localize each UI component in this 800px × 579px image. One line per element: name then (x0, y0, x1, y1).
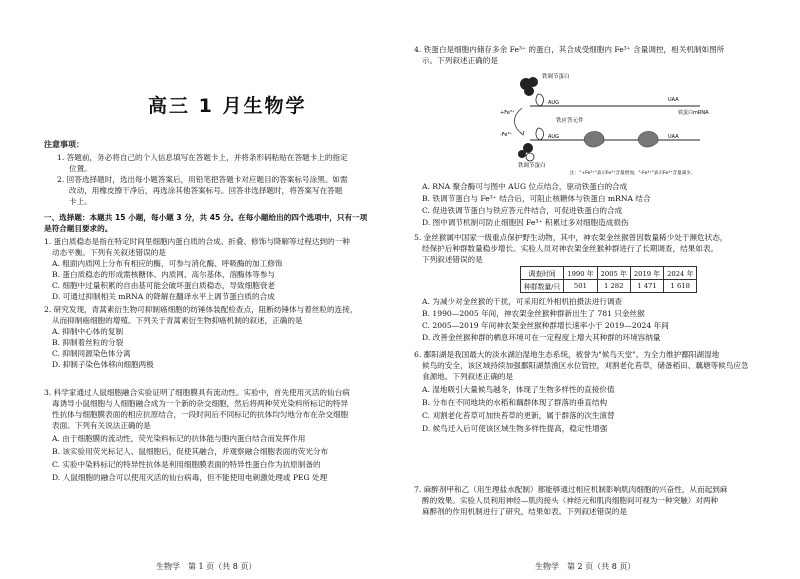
table-cell: 2019 年 (630, 267, 663, 280)
population-table (520, 266, 697, 293)
question-stem: 性抗体与细胞膜表面的相应抗原结合，一段时间后不同标记的抗体均匀地分布在杂交细胞 (52, 410, 349, 419)
option-b[interactable]: B. 铁调节蛋白与 Fe³⁺ 结合后，可阻止核糖体与铁蛋白 mRNA 结合 (422, 194, 651, 203)
table-cell: 种群数量/只 (521, 280, 564, 293)
question-stem: 表面。下列有关说法正确的是 (52, 421, 151, 430)
notice-line: 位置。 (69, 164, 92, 173)
label-fe-plus: +Fe³⁺ (500, 110, 515, 116)
table-cell: 2005 年 (597, 267, 630, 280)
question-stem: 示。下列叙述正确的是 (422, 56, 498, 65)
diagram-legend: 注："+Fe³⁺"表示Fe³⁺含量增加，"-Fe³⁺"表示Fe³⁺含量减少。 (570, 171, 696, 176)
question-7 (414, 484, 786, 517)
question-5-options (414, 295, 786, 343)
option-a[interactable]: A. 为减少对金丝猴的干扰，可采用红外相机拍摄法进行调查 (422, 297, 623, 306)
notice-line: 改动，用橡皮擦干净后，再选涂其他答案标号。回答非选择题时，将答案写在答题 (69, 186, 343, 195)
option-d[interactable]: D. 人鼠细胞的融合可以使用灭活的仙台病毒，但不能使用电刺激处理或 PEG 处理 (52, 473, 328, 482)
ribosome-2 (638, 131, 658, 147)
question-stem: 1. 蛋白质稳态是指在特定时间里细胞内蛋白质的合成、折叠、修饰与降解等过程达到的一种 (44, 237, 350, 246)
option-a[interactable]: A. 湿地吸引大量候鸟越冬，体现了生物多样性的直接价值 (422, 385, 615, 394)
label-mrna: 铁蛋白mRNA (678, 110, 709, 116)
question-stem: 4. 铁蛋白是细胞内储存多余 Fe³⁺ 的蛋白，其合成受细胞内 Fe³⁺ 含量调控，相关机制如图所 (414, 45, 725, 54)
option-d[interactable]: D. 候鸟迁入后可使该区域生物多样性提高，稳定性增强 (422, 424, 608, 433)
question-stem: 7. 麻醉剂甲和乙（用生理盐水配制）都能够通过相应机制影响肌肉细胞的兴奋性，从而起到麻 (414, 485, 728, 494)
option-c[interactable]: C. 抑制同源染色体分离 (52, 349, 131, 358)
arrow-cycle (515, 108, 523, 134)
option-b[interactable]: B. 该实验用荧光标记人、鼠细胞后，促使其融合，并观察融合细胞表面的荧光分布 (52, 447, 329, 456)
question-stem: 食源地。下列叙述正确的是 (422, 372, 514, 381)
question-2 (44, 304, 389, 370)
question-stem: 毒诱导小鼠细胞与人细胞融合成为一个新的杂交细胞，然后将两种荧光染料所标记的特异 (52, 399, 349, 408)
question-stem: 动态平衡。下列有关叙述错误的是 (52, 248, 166, 257)
option-d[interactable]: D. 改善金丝猴种群的栖息环境可在一定程度上增大其种群的环境容纳量 (422, 333, 661, 342)
question-stem: 麻醉剂的作用机制进行了研究，结果如表。下列叙述错误的是 (422, 507, 628, 516)
page-footer: 生物学 第 2 页（共 8 页） (535, 562, 636, 571)
label-bottom-protein: 铁调节蛋白 (518, 163, 546, 169)
question-stem: 2. 研究发现，青蒿素衍生物可抑制癌细胞的纺锤体装配检查点，阻断纺锤体与着丝粒的连接， (44, 305, 358, 314)
label-top-protein: 铁调节蛋白 (542, 74, 570, 80)
page-footer: 生物学 第 1 页（共 8 页） (156, 562, 257, 571)
question-stem: 候鸟的安全，该区域持续加强鄱阳湖禁渔区水位管控，刈割老化苔草，储备稻田、藕塘等候鸟应急 (422, 361, 749, 370)
notice-list (57, 152, 387, 207)
option-c[interactable]: C. 细胞中过量积累的自由基可能会破坏蛋白质稳态，导致细胞衰老 (52, 281, 275, 290)
question-stem: 5. 金丝猴属中国家一级重点保护野生动物，其中，神农架金丝猴曾因数量稀少处于濒危状态， (414, 233, 728, 242)
option-a[interactable]: A. 由于细胞膜的流动性，荧光染料标记的抗体能与胞内蛋白结合而发挥作用 (52, 434, 306, 443)
option-b[interactable]: B. 蛋白质稳态的形成需核糖体、内质网、高尔基体、溶酶体等参与 (52, 270, 276, 279)
question-6 (414, 349, 786, 434)
section-line: 一、选择题：本题共 15 小题，每小题 3 分，共 45 分。在每小题给出的四个选项中，只有一项 (44, 213, 368, 222)
question-4-options (414, 181, 784, 228)
notice-line: 1. 答题前，务必将自己的个人信息填写在答题卡上，并将条形码粘贴在答题卡上的指定 (57, 153, 348, 162)
option-a[interactable]: A. 粗面内质网上分布有相应的酶，可参与消化酶、呼吸酶的加工修饰 (52, 259, 283, 268)
option-b[interactable]: B. 1990—2005 年间，神农架金丝猴种群新出生了 781 只金丝猴 (422, 309, 645, 318)
table-row (521, 280, 697, 293)
option-b[interactable]: B. 抑制着丝粒的分裂 (52, 338, 124, 347)
table-cell: 调查时间 (521, 267, 564, 280)
regulatory-protein-bottom (518, 143, 534, 161)
question-4 (414, 44, 784, 66)
notice-heading: 注意事项： (44, 140, 84, 149)
table-cell: 1990 年 (564, 267, 597, 280)
section-line: 是符合题目要求的。 (44, 224, 113, 233)
table-cell: 1 282 (597, 280, 630, 293)
label-uaa-top: UAA (668, 97, 679, 103)
page-title: 高三 1 月生物学 (148, 95, 307, 117)
arrow-head (520, 131, 524, 135)
question-3 (44, 387, 389, 483)
page-2 (400, 0, 800, 579)
option-c[interactable]: C. 实验中染料标记的特异性抗体是利用细胞膜表面的特异性蛋白作为抗原制备的 (52, 460, 321, 469)
iron-regulation-diagram (500, 68, 710, 176)
stem-loop-top (536, 94, 544, 106)
regulatory-protein-top (520, 77, 538, 96)
option-d[interactable]: D. 可通过抑制相关 mRNA 的降解在翻译水平上调节蛋白质的合成 (52, 292, 275, 301)
option-c[interactable]: C. 促进铁调节蛋白与铁应答元件结合，可促进铁蛋白的合成 (422, 206, 623, 215)
question-5 (414, 232, 786, 265)
table-cell: 1 618 (664, 280, 697, 293)
question-stem: 经保护后种群数量稳步增长。实验人员对神农架金丝猴种群进行了长期调查，结果如表。 (422, 244, 719, 253)
notice-line: 2. 回答选择题时，选出每小题答案后，用铅笔把答题卡对应题目的答案标号涂黑。如需 (57, 175, 348, 184)
ribosome-1 (584, 131, 604, 147)
option-c[interactable]: C. 刈割老化苔草可加快苔草的更新，属于群落的次生演替 (422, 411, 615, 420)
section-heading (44, 212, 389, 234)
question-stem: 6. 鄱阳湖是我国最大的淡水湖泊湿地生态系统，被誉为"候鸟天堂"。为全力维护鄱阳湖湿地 (414, 350, 720, 359)
table-cell: 501 (564, 280, 597, 293)
option-a[interactable]: A. RNA 聚合酶可与图中 AUG 位点结合，驱动铁蛋白的合成 (422, 182, 628, 191)
table-cell: 1 471 (630, 280, 663, 293)
label-aug-bottom: AUG (548, 134, 559, 140)
option-b[interactable]: B. 分布在不同地块的水稻和藕群体现了群落的垂直结构 (422, 398, 608, 407)
option-d[interactable]: D. 抑制子染色体移向细胞两极 (52, 360, 154, 369)
question-1 (44, 236, 389, 302)
table-cell: 2024 年 (664, 267, 697, 280)
notice-line: 卡上。 (69, 197, 92, 206)
label-aug-top: AUG (548, 100, 559, 106)
option-c[interactable]: C. 2005—2019 年间神农架金丝猴种群增长速率小于 2019—2024 年间 (422, 321, 669, 330)
question-stem: 3. 科学家通过人鼠细胞融合实验证明了细胞膜具有流动性。实验中，首先使用灭活的仙台病 (44, 388, 350, 397)
option-a[interactable]: A. 抑制中心体的复制 (52, 327, 124, 336)
question-stem: 醉的效果。实验人员利用神经—肌肉接头（神经元和肌肉细胞间可视为一种突触）对两种 (422, 496, 719, 505)
question-stem: 从而抑制癌细胞的增殖。下列关于青蒿素衍生物抑癌机制的叙述，正确的是 (52, 316, 303, 325)
stem-loop-bottom (536, 128, 544, 140)
label-uaa-bottom: UAA (668, 134, 679, 140)
label-fe-minus: -Fe³⁺ (500, 132, 513, 138)
table-row (521, 267, 697, 280)
question-stem: 下列叙述错误的是 (422, 255, 483, 264)
option-d[interactable]: D. 图中调节机制可防止细胞因 Fe³⁺ 积累过多对细胞造成损伤 (422, 218, 629, 227)
label-response-element: 铁应答元件 (556, 118, 584, 124)
